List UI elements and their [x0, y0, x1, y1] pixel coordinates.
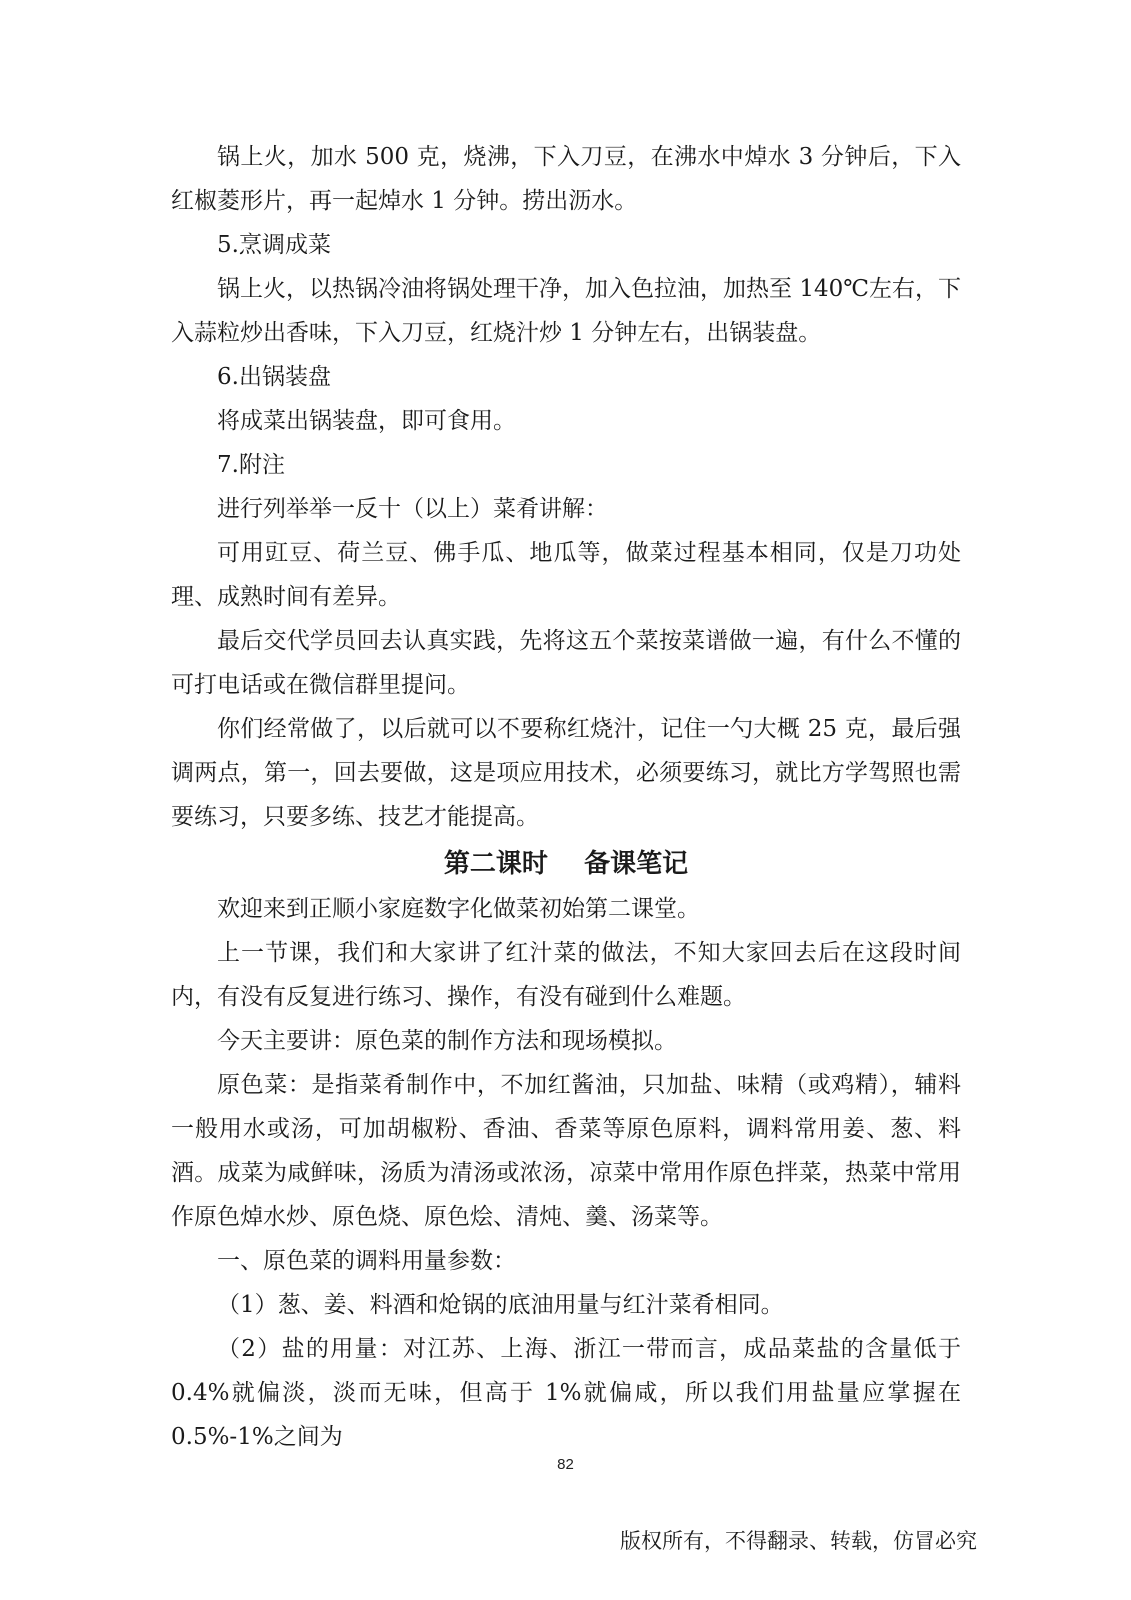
paragraph-alternatives: 可用豇豆、荷兰豆、佛手瓜、地瓜等，做菜过程基本相同，仅是刀功处理、成熟时间有差异。 [171, 540, 961, 610]
paragraph-topic: 今天主要讲：原色菜的制作方法和现场模拟。 [217, 1028, 677, 1054]
copyright-notice: 版权所有，不得翻录、转载，仿冒必究 [620, 1529, 977, 1553]
paragraph-practice: 最后交代学员回去认真实践，先将这五个菜按菜谱做一遍，有什么不懂的可打电话或在微信群里提问。 [171, 628, 961, 698]
step-heading-plating: 6.出锅装盘 [217, 364, 331, 390]
paragraph-definition: 原色菜：是指菜肴制作中，不加红酱油，只加盐、味精（或鸡精），辅料一般用水或汤，可加胡椒粉、香油、香菜等原色原料，调料常用姜、葱、料酒。成菜为咸鲜味，汤质为清汤或浓汤，凉菜中常用作原色拌菜，热菜中常用作原色焯水炒、原色烧、原色烩、清炖、羹、汤菜等。 [171, 1072, 961, 1230]
paragraph-section-one: 一、原色菜的调料用量参数： [217, 1248, 516, 1274]
paragraph-item-2: （2）盐的用量：对江苏、上海、浙江一带而言，成品菜盐的含量低于 0.4%就偏淡，淡而无味，但高于 1%就偏咸，所以我们用盐量应掌握在 0.5%-1%之间为 [171, 1336, 961, 1450]
step-heading-notes: 7.附注 [217, 452, 285, 478]
paragraph-item-1: （1）葱、姜、料酒和炝锅的底油用量与红汁菜肴相同。 [217, 1292, 784, 1318]
paragraph-review: 上一节课，我们和大家讲了红汁菜的做法，不知大家回去后在这段时间内，有没有反复进行练习、操作，有没有碰到什么难题。 [171, 940, 961, 1010]
paragraph-emphasis: 你们经常做了，以后就可以不要称红烧汁，记住一勺大概 25 克，最后强调两点，第一，回去要做，这是项应用技术，必须要练习，就比方学驾照也需要练习，只要多练、技艺才能提高。 [171, 716, 961, 830]
paragraph-welcome: 欢迎来到正顺小家庭数字化做菜初始第二课堂。 [217, 896, 700, 922]
page-body [171, 135, 961, 1459]
step-heading-cooking: 5.烹调成菜 [217, 232, 331, 258]
paragraph-plating: 将成菜出锅装盘，即可食用。 [217, 408, 516, 434]
paragraph-notes-intro: 进行列举举一反十（以上）菜肴讲解： [217, 496, 608, 522]
page-number: 82 [557, 1456, 574, 1473]
section-heading: 第二课时 备课笔记 [443, 849, 689, 879]
paragraph-cooking: 锅上火，以热锅冷油将锅处理干净，加入色拉油，加热至 140℃左右，下入蒜粒炒出香味，下入刀豆，红烧汁炒 1 分钟左右，出锅装盘。 [171, 276, 961, 346]
paragraph-blanching: 锅上火，加水 500 克，烧沸，下入刀豆，在沸水中焯水 3 分钟后，下入红椒菱形片，再一起焯水 1 分钟。捞出沥水。 [171, 144, 961, 214]
